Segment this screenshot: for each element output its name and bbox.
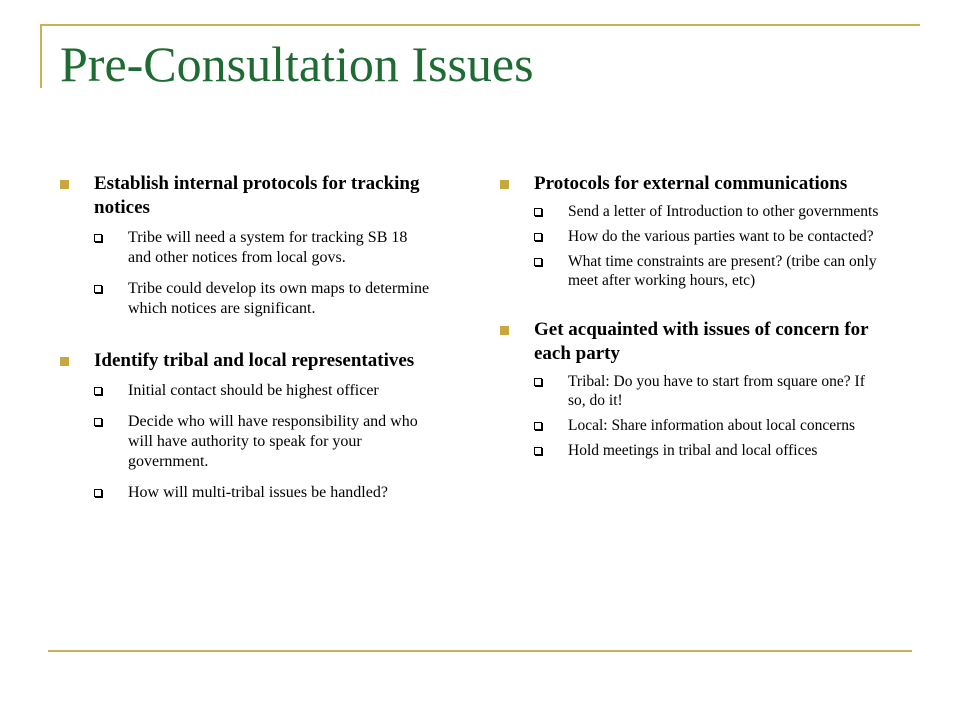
sub-item: [94, 228, 430, 268]
box-bullet-icon: [94, 489, 102, 497]
sub-list: [60, 228, 430, 319]
sub-item-text: Local: Share information about local concerns: [568, 417, 856, 434]
frame-bottom-rule: [48, 650, 912, 652]
section-representatives: [60, 349, 430, 503]
sub-list: [500, 372, 880, 460]
bullet-item: [500, 172, 880, 196]
frame-top-rule: [40, 24, 920, 26]
sub-item: [94, 381, 430, 401]
sub-list: [60, 381, 430, 503]
bullet-heading: Get acquainted with issues of concern for each party: [534, 319, 869, 364]
box-bullet-icon: [534, 208, 542, 216]
box-bullet-icon: [534, 233, 542, 241]
right-column: [500, 172, 880, 488]
left-column: [60, 172, 430, 533]
box-bullet-icon: [94, 285, 102, 293]
sub-item-text: Tribe will need a system for tracking SB 18 and other notices from local govs.: [128, 229, 408, 266]
slide-title: Pre-Consultation Issues: [60, 36, 534, 92]
bullet-item: [60, 172, 430, 220]
bullet-item: [500, 318, 880, 366]
box-bullet-icon: [534, 258, 542, 266]
box-bullet-icon: [534, 422, 542, 430]
sub-item-text: Hold meetings in tribal and local offices: [568, 442, 818, 459]
section-internal-protocols: [60, 172, 430, 319]
bullet-heading: Protocols for external communications: [534, 173, 848, 194]
sub-item-text: How will multi-tribal issues be handled?: [128, 484, 388, 501]
sub-item-text: Initial contact should be highest officer: [128, 382, 379, 399]
section-issues-of-concern: [500, 318, 880, 460]
square-bullet-icon: [500, 326, 509, 335]
bullet-heading: Establish internal protocols for tracking notices: [94, 173, 420, 218]
sub-list: [500, 202, 880, 290]
bullet-heading: Identify tribal and local representatives: [94, 350, 415, 371]
sub-item: [534, 416, 880, 435]
box-bullet-icon: [534, 447, 542, 455]
sub-item-text: Send a letter of Introduction to other governments: [568, 203, 879, 220]
sub-item-text: What time constraints are present? (tribe can only meet after working hours, etc): [568, 253, 877, 289]
sub-item: [94, 412, 430, 472]
frame-left-rule: [40, 24, 42, 88]
section-external-communications: [500, 172, 880, 290]
box-bullet-icon: [94, 234, 102, 242]
sub-item-text: Decide who will have responsibility and who will have authority to speak for your government.: [128, 413, 418, 470]
square-bullet-icon: [60, 357, 69, 366]
sub-item: [94, 483, 430, 503]
box-bullet-icon: [94, 418, 102, 426]
sub-item: [534, 372, 880, 410]
box-bullet-icon: [94, 387, 102, 395]
sub-item: [534, 227, 880, 246]
sub-item-text: How do the various parties want to be contacted?: [568, 228, 874, 245]
sub-item: [534, 441, 880, 460]
sub-item: [534, 202, 880, 221]
sub-item: [94, 279, 430, 319]
square-bullet-icon: [60, 180, 69, 189]
bullet-item: [60, 349, 430, 373]
box-bullet-icon: [534, 378, 542, 386]
sub-item: [534, 252, 880, 290]
sub-item-text: Tribe could develop its own maps to determine which notices are significant.: [128, 280, 430, 317]
square-bullet-icon: [500, 180, 509, 189]
sub-item-text: Tribal: Do you have to start from square one? If so, do it!: [568, 373, 865, 409]
